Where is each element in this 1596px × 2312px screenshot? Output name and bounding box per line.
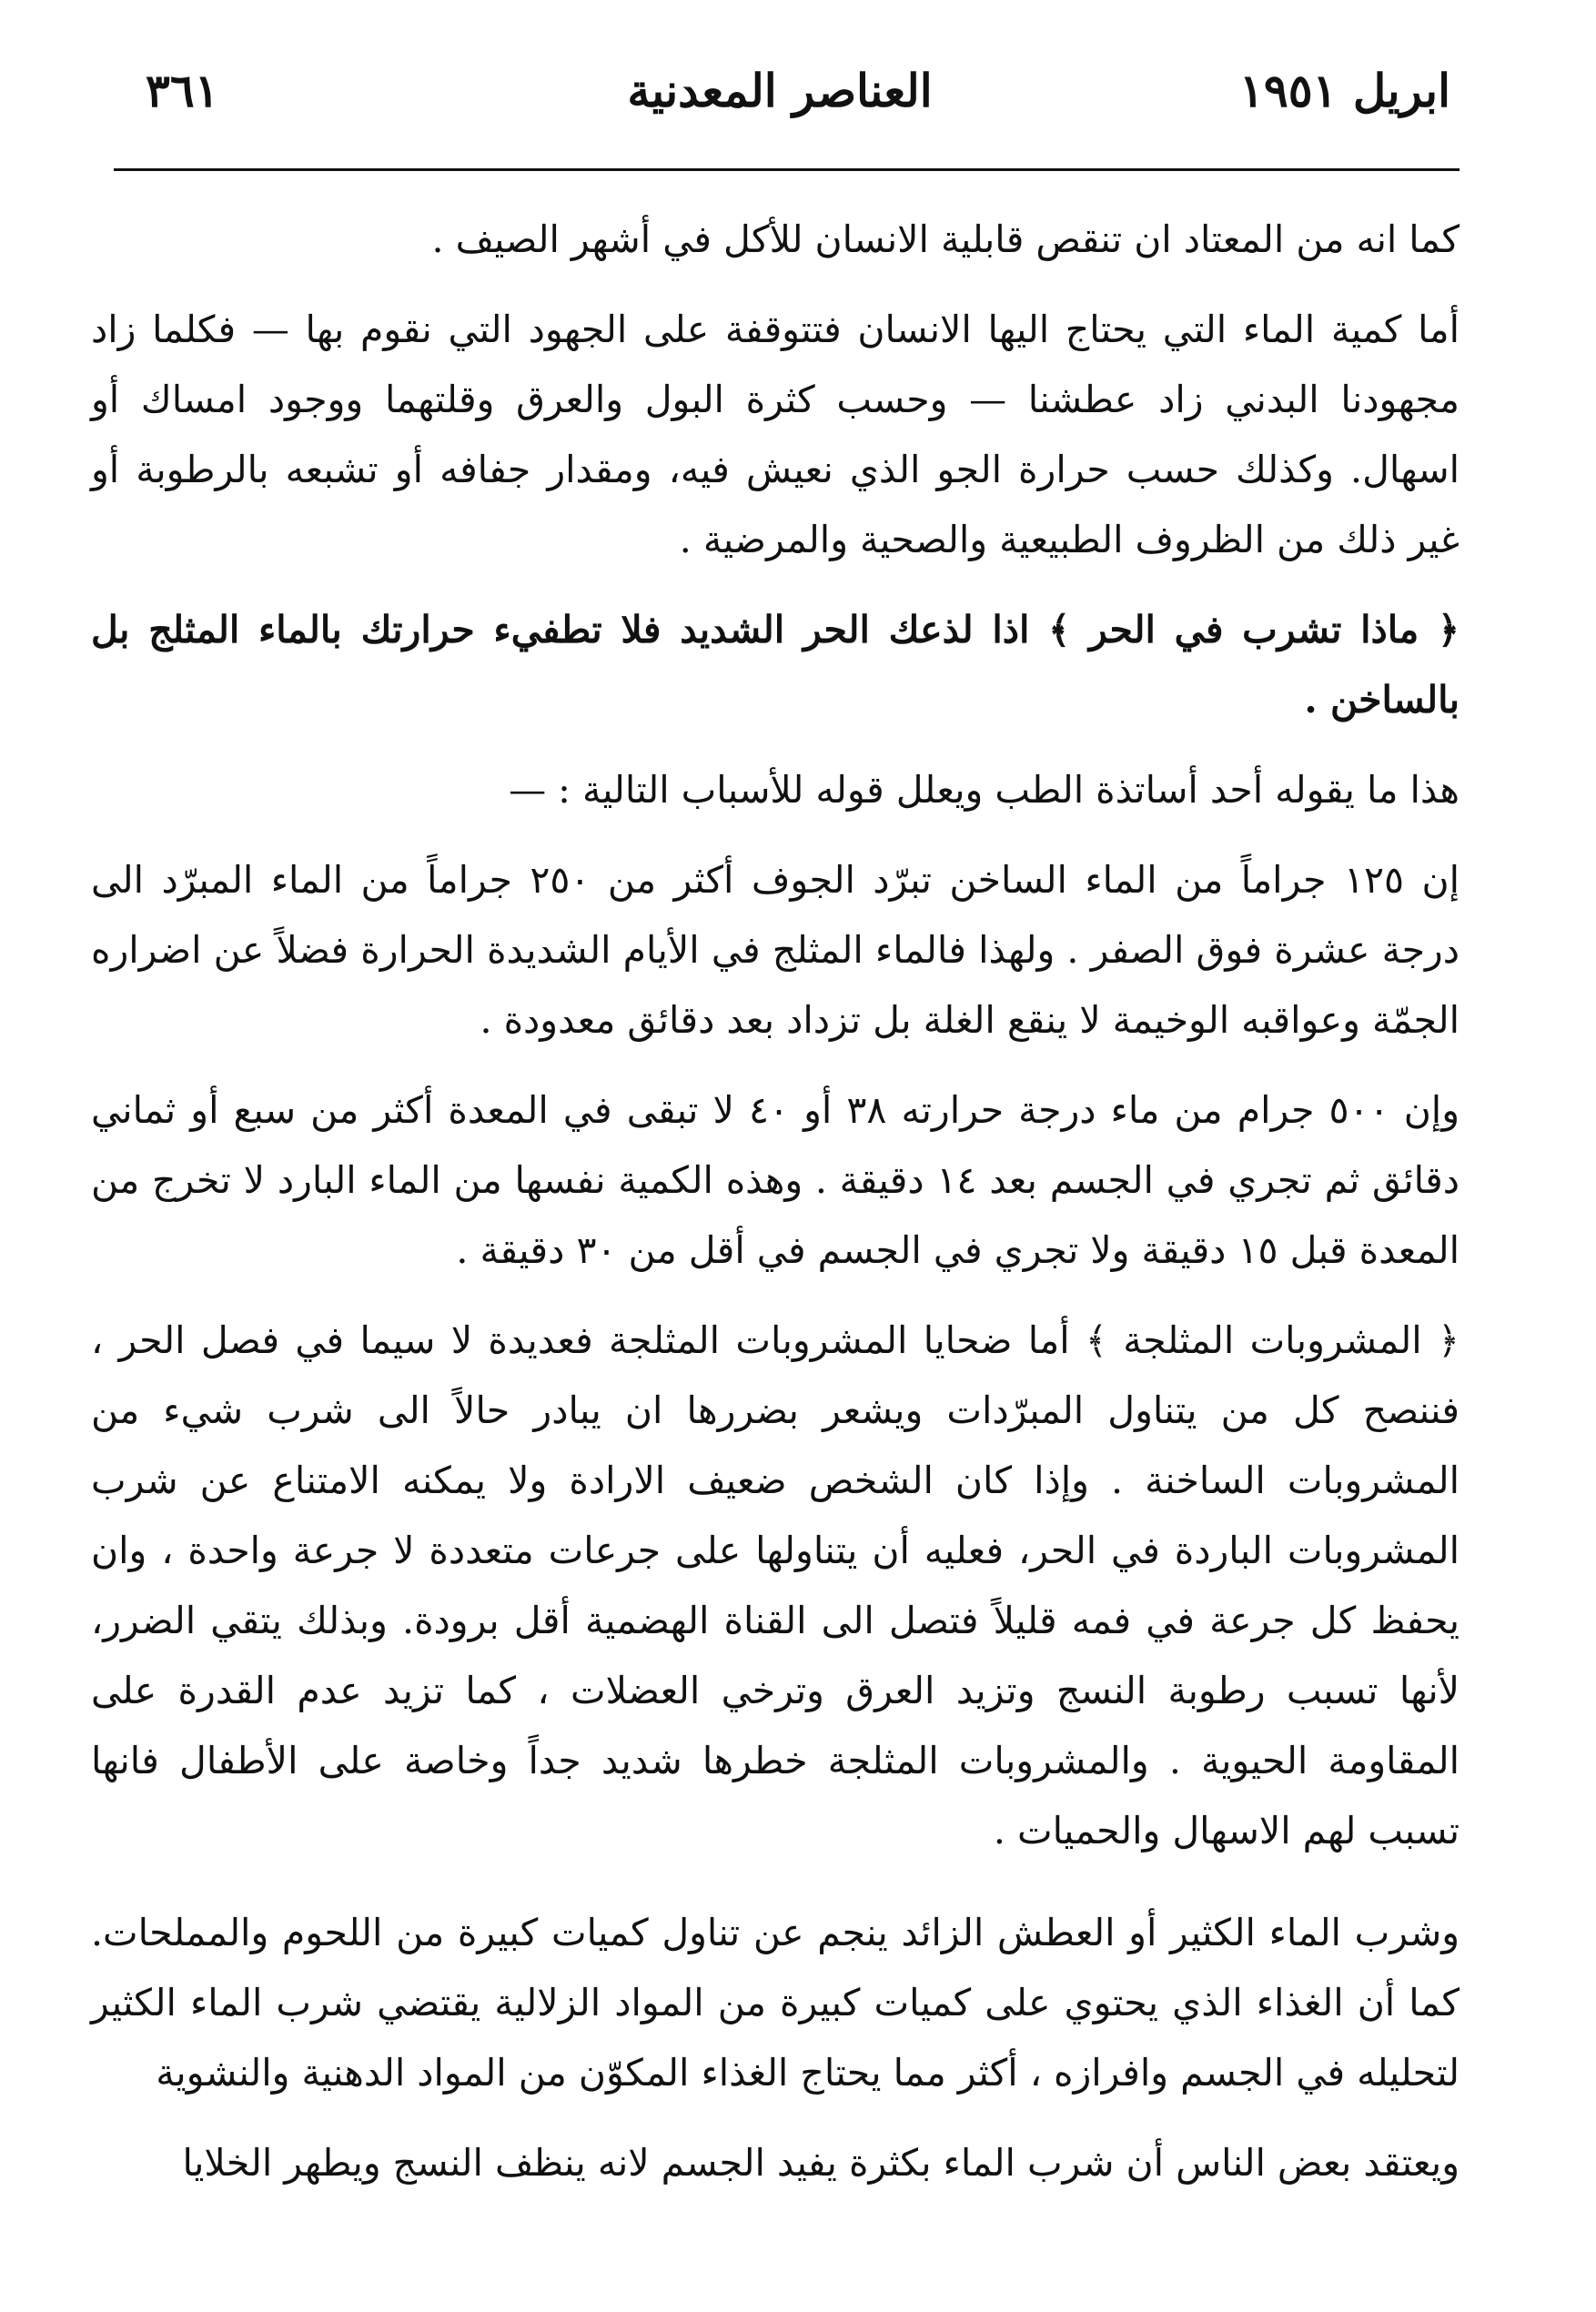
paragraph-appetite: كما انه من المعتاد ان تنقص قابلية الانسان للأكل في أشهر الصيف .: [431, 217, 1460, 261]
paragraph-iced-drinks: ﴿ المشروبات المثلجة ﴾ أما ضحايا المشروبات المثلجة فعديدة لا سيما في فصل الحر ، فننصح كل من يتناول المبرّدات ويشعر بضررها ان يبادر حالاً الى شرب شيء من المشروبات الساخنة . وإذا كان الشخص ضعيف الارادة ولا يمكنه الامتناع عن شرب المشروبات الباردة في الحر، فعليه أن يتناولها على جرعات متعددة لا جرعة واحدة ، وان يحفظ كل جرعة في فمه قليلاً فتصل الى القناة الهضمية أقل برودة. وبذلك يتقي الضرر، لأنها تسبب رطوبة النسج وتزيد العرق وترخي العضلات ، كما تزيد عدم القدرة على المقاومة الحيوية . والمشروبات المثلجة خطرها شديد جداً وخاصة على الأطفال فانها تسبب لهم الاسهال والحميات .: [91, 1318, 1460, 1853]
paragraph-water-amount: أما كمية الماء التي يحتاج اليها الانسان فتتوقفة على الجهود التي نقوم بها — فكلما زاد مجهودنا البدني زاد عطشنا — وحسب كثرة البول والعرق وقلتهما ووجود امساك أو اسهال. وكذلك حسب حرارة الجو الذي نعيش فيه، ومقدار جفافه أو تشبعه بالرطوبة أو غير ذلك من الظروف الطبيعية والصحية والمرضية .: [91, 308, 1460, 561]
page-header: [109, 55, 1450, 136]
paragraph-what-to-drink: ﴿ ماذا تشرب في الحر ﴾ اذا لذعك الحر الشديد فلا تطفيء حرارتك بالماء المثلج بل بالساخن .: [91, 608, 1460, 722]
issue-date: ابريل ١٩٥١: [1238, 64, 1450, 117]
article-body: [91, 205, 1460, 2218]
paragraph-hot-vs-cold: إن ١٢٥ جراماً من الماء الساخن تبرّد الجوف أكثر من ٢٥٠ جراماً من الماء المبرّد الى درجة عشرة فوق الصفر . ولهذا فالماء المثلج في الأيام الشديدة الحرارة فضلاً عن اضراره الجمّة وعواقبه الوخيمة لا ينقع الغلة بل تزداد بعد دقائق معدودة .: [91, 858, 1460, 1042]
paragraph-professor-quote: هذا ما يقوله أحد أساتذة الطب ويعلل قوله للأسباب التالية : —: [509, 768, 1460, 812]
paragraph-thirst-causes: وشرب الماء الكثير أو العطش الزائد ينجم عن تناول كميات كبيرة من اللحوم والمملحات. كما أن الغذاء الذي يحتوي على كميات كبيرة من المواد الزلالية يقتضي شرب الماء الكثير لتحليله في الجسم وافرازه ، أكثر مما يحتاج الغذاء المكوّن من المواد الدهنية والنشوية: [91, 1911, 1460, 2095]
paragraph-stomach-timing: وإن ٥٠٠ جرام من ماء درجة حرارته ٣٨ أو ٤٠ لا تبقى في المعدة أكثر من سبع أو ثماني دقائق ثم تجري في الجسم بعد ١٤ دقيقة . وهذه الكمية نفسها من الماء البارد لا تخرج من المعدة قبل ١٥ دقيقة ولا تجري في الجسم في أقل من ٣٠ دقيقة .: [91, 1088, 1460, 1272]
running-title: العناصر المعدنية: [627, 64, 933, 117]
paragraph-belief: ويعتقد بعض الناس أن شرب الماء بكثرة يفيد الجسم لانه ينظف النسج ويطهر الخلايا: [182, 2141, 1460, 2185]
page-number: ٣٦١: [146, 64, 219, 117]
header-divider: [114, 168, 1460, 171]
